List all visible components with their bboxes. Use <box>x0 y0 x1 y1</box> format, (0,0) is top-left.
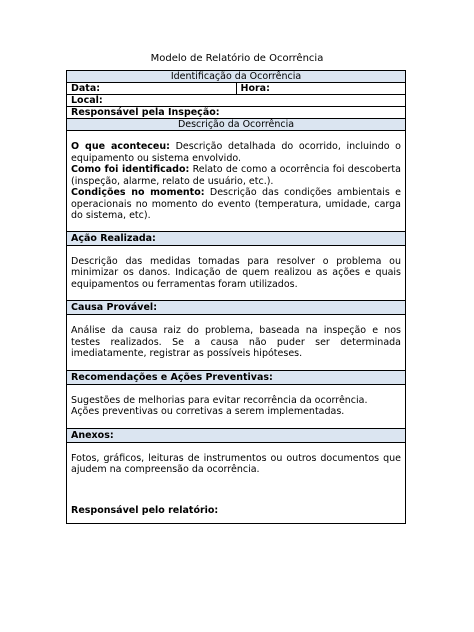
recomendacoes-header: Recomendações e Ações Preventivas: <box>67 370 406 384</box>
responsavel-relatorio-label[interactable]: Responsável pelo relatório: <box>71 504 219 516</box>
acao-text: Descrição das medidas tomadas para resolver o problema ou minimizar os danos. Indicação de quem realizou as ações e quais equipamentos ou ferramentas foram utilizados. <box>71 255 401 290</box>
recomendacoes-line2: Ações preventivas ou corretivas a serem implementadas. <box>71 406 345 417</box>
causa-header: Causa Provável: <box>67 301 406 315</box>
o-que-aconteceu-text: Descrição detalhada do ocorrido, incluindo o equipamento ou sistema envolvido. <box>71 141 401 164</box>
data-field[interactable]: Data: <box>67 83 237 95</box>
anexos-header: Anexos: <box>67 428 406 442</box>
recomendacoes-body <box>67 384 406 428</box>
como-identificado-text: Relato de como a ocorrência foi descoberta (inspeção, alarme, relato de usuário, etc.). <box>71 164 401 187</box>
hora-field[interactable]: Hora: <box>236 83 406 95</box>
causa-text: Análise da causa raiz do problema, baseada na inspeção e nos testes realizados. Se a causa não puder ser determinada imediatamente, registrar as possíveis hipóteses. <box>71 325 401 359</box>
anexos-body <box>67 442 406 524</box>
identificacao-header: Identificação da Ocorrência <box>67 71 406 83</box>
como-identificado-paragraph <box>71 164 401 187</box>
recomendacoes-line1: Sugestões de melhorias para evitar recorrência da ocorrência. <box>71 394 368 406</box>
responsavel-inspecao-field[interactable]: Responsável pela Inspeção: <box>67 107 406 119</box>
acao-body <box>67 245 406 301</box>
anexos-text: Fotos, gráficos, leituras de instrumentos ou outros documentos que ajudem na compreensão da ocorrência. <box>71 452 401 475</box>
o-que-aconteceu-paragraph <box>71 141 401 164</box>
condicoes-text: Descrição das condições ambientais e operacionais no momento do evento (temperatura, umidade, carga do sistema, etc). <box>71 187 401 221</box>
causa-body <box>67 315 406 371</box>
descricao-header: Descrição da Ocorrência <box>67 119 406 131</box>
como-identificado-label: Como foi identificado: <box>71 164 190 175</box>
descricao-body <box>67 131 406 232</box>
o-que-aconteceu-label: O que aconteceu: <box>71 141 170 152</box>
condicoes-label: Condições no momento: <box>71 187 205 198</box>
page-title: Modelo de Relatório de Ocorrência <box>150 53 324 64</box>
local-field[interactable]: Local: <box>67 95 406 107</box>
condicoes-paragraph <box>71 187 401 222</box>
acao-header: Ação Realizada: <box>67 231 406 245</box>
report-form <box>66 70 406 524</box>
